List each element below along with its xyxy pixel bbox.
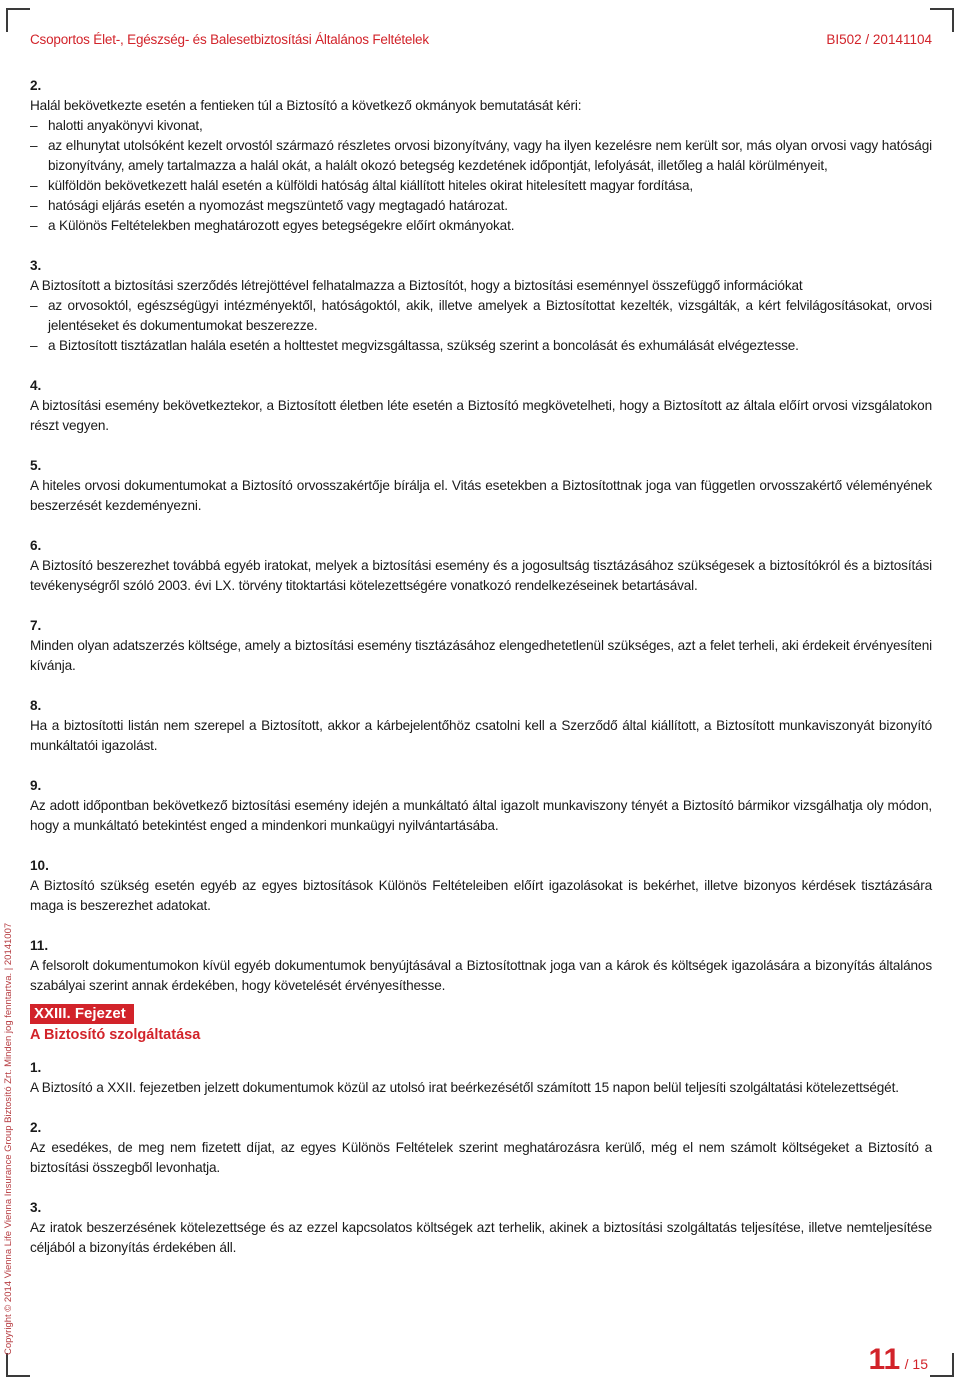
section-number: 7. <box>30 618 42 633</box>
total-pages: / 15 <box>904 1356 928 1372</box>
section <box>30 536 932 596</box>
list-item: – az elhunytat utolsóként kezelt orvostól származó részletes orvosi bizonyítvány, vagy ha ilyen kezelésre nem került sor, más olyan orvosi vagy hatósági bizonyítvány, amely tartalmazza a halál okát, a halált okozó betegség kezdetének időpontját, lefolyását, illetőleg a halál körülményeit, <box>30 136 932 176</box>
section-text: A Biztosított a biztosítási szerződés létrejöttével felhatalmazza a Biztosítót, hogy a biztosítási eseménnyel összefüggő információkat <box>30 278 803 293</box>
section-text: Minden olyan adatszerzés költsége, amely a biztosítási esemény tisztázásához elengedhetetlenül szükséges, azt a felet terheli, aki érdekeit érvényesíteni kívánja. <box>30 638 932 673</box>
section <box>30 256 932 356</box>
section-number: 3. <box>30 258 42 273</box>
page-body <box>30 76 932 1258</box>
section-text: Az esedékes, de meg nem fizetett díjat, az egyes Különös Feltételek szerint meghatározásra kerülő, még el nem számolt költségeket a Biztosító a biztosítási összegből levonhatja. <box>30 1140 932 1175</box>
section-number: 3. <box>30 1200 42 1215</box>
crop-mark-top-right <box>930 8 954 32</box>
list-item: – külföldön bekövetkezett halál esetén a külföldi hatóság által kiállított hiteles okirat hitelesített magyar fordítása, <box>30 176 932 196</box>
section <box>30 1198 932 1258</box>
section-text: A felsorolt dokumentumokon kívül egyéb dokumentumok benyújtásával a Biztosítottnak joga van a károk és költségek igazolására a bizonyítás általános szabályai szerint annak érdekében, hogy követelését érvényesíthesse. <box>30 958 932 993</box>
section-text: A Biztosító a XXII. fejezetben jelzett dokumentumok közül az utolsó irat beérkezésétől számított 15 napon belül teljesíti szolgáltatási kötelezettségét. <box>30 1080 899 1095</box>
section-number: 9. <box>30 778 42 793</box>
section-number: 2. <box>30 1120 42 1135</box>
list-item: – a Biztosított tisztázatlan halála esetén a holttestet megvizsgáltassa, szükség szerint a boncolását és exhumálását elvégeztesse. <box>30 336 932 356</box>
chapter-title: A Biztosító szolgáltatása <box>30 1027 201 1043</box>
list-item: – az orvosoktól, egészségügyi intézményektől, hatóságoktól, akik, illetve amelyek a Biztosítottat kezelték, vizsgálták, a kért felvilágosításokat, orvosi jelentéseket és dokumentumokat beszerezze. <box>30 296 932 336</box>
section <box>30 776 932 836</box>
section-text: Ha a biztosítotti listán nem szerepel a Biztosított, akkor a kárbejelentőhöz csatolni kell a Szerződő által kiállított, a Biztosított munkaviszonyát bizonyító munkáltatói igazolást. <box>30 718 932 753</box>
section-text: Az iratok beszerzésének kötelezettsége és az ezzel kapcsolatos költségek azt terhelik, akinek a biztosítási szolgáltatás teljesítése, illetve nemteljesítése céljából a bizonyítás érdekében áll. <box>30 1220 932 1255</box>
crop-mark-top-left <box>6 8 30 32</box>
section-text: Az adott időpontban bekövetkező biztosítási esemény idején a munkáltató által igazolt munkaviszony tényét a Biztosító bármikor vizsgálhatja oly módon, hogy a munkáltató betekintést enged a mindenkori munkaügyi nyilvántartásába. <box>30 798 932 833</box>
section <box>30 616 932 676</box>
section-number: 2. <box>30 78 42 93</box>
section-list <box>30 76 932 996</box>
section-number: 10. <box>30 858 49 873</box>
document-title: Csoportos Élet-, Egészség- és Balesetbiztosítási Általános Feltételek <box>30 32 429 47</box>
dash-list <box>30 116 932 236</box>
section-number: 6. <box>30 538 42 553</box>
section <box>30 1058 932 1098</box>
section <box>30 1118 932 1178</box>
section-text: A Biztosító szükség esetén egyéb az egyes biztosítások Különös Feltételeiben előírt igazolásokat is bekérhet, illetve bizonyos kérdések tisztázására maga is beszerezhet adatokat. <box>30 878 932 913</box>
page-number <box>868 1343 928 1377</box>
section-text: A hiteles orvosi dokumentumokat a Biztosító orvosszakértője bírálja el. Vitás esetekben a Biztosítottnak joga van független orvosszakértő véleményének beszerzését kezdeményezni. <box>30 478 932 513</box>
section <box>30 936 932 996</box>
section-number: 4. <box>30 378 42 393</box>
section-text: Halál bekövetkezte esetén a fentieken túl a Biztosító a következő okmányok bemutatását kéri: <box>30 98 582 113</box>
crop-mark-bottom-left <box>6 1353 30 1377</box>
section <box>30 456 932 516</box>
section-number: 1. <box>30 1060 42 1075</box>
chapter-badge: XXIII. Fejezet <box>30 1004 134 1024</box>
section <box>30 696 932 756</box>
section <box>30 376 932 436</box>
page-header <box>30 32 932 52</box>
crop-mark-bottom-right <box>930 1353 954 1377</box>
copyright-sidebar: Copyright © 2014 Vienna Life Vienna Insurance Group Biztosító Zrt. Minden jog fenntartva. | 20141007 <box>3 922 14 1355</box>
list-item: – a Különös Feltételekben meghatározott egyes betegségekre előírt okmányokat. <box>30 216 932 236</box>
list-item: – hatósági eljárás esetén a nyomozást megszüntető vagy megtagadó határozat. <box>30 196 932 216</box>
list-item: – halotti anyakönyvi kivonat, <box>30 116 932 136</box>
section-list <box>30 1058 932 1258</box>
section-text: A biztosítási esemény bekövetkeztekor, a Biztosított életben léte esetén a Biztosító megkövetelheti, hogy a Biztosított az általa előírt orvosi vizsgálatokon részt vegyen. <box>30 398 932 433</box>
current-page: 11 <box>868 1343 901 1376</box>
section-number: 5. <box>30 458 42 473</box>
section <box>30 856 932 916</box>
section-number: 11. <box>30 938 49 953</box>
section-number: 8. <box>30 698 42 713</box>
section-text: A Biztosító beszerezhet továbbá egyéb iratokat, melyek a biztosítási esemény és a jogosultság tisztázásához szükségesek a biztosítókról és a biztosítási tevékenységről szóló 2003. évi LX. törvény titoktartási kötelezettségére vonatkozó rendelkezéseinek betartásával. <box>30 558 932 593</box>
dash-list <box>30 296 932 356</box>
section <box>30 76 932 236</box>
document-code: BI502 / 20141104 <box>826 32 932 47</box>
